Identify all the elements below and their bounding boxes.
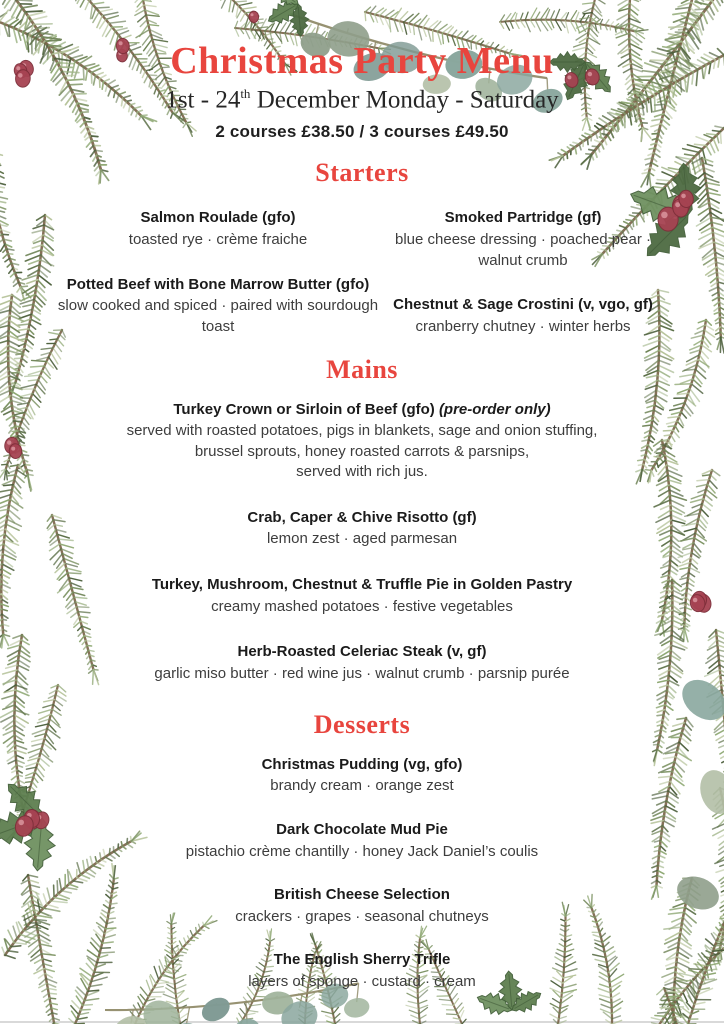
- item-description: blue cheese dressing · poached pear · walnut crumb: [395, 231, 651, 269]
- item-description: slow cooked and spiced · paired with sourdough toast: [57, 297, 379, 335]
- menu-item-salmon-roulade: [57, 208, 379, 250]
- item-description: [127, 421, 598, 482]
- item-name: [127, 400, 598, 420]
- section-heading-mains: Mains: [326, 355, 398, 385]
- item-name: British Cheese Selection: [274, 886, 450, 904]
- item-preorder-note: (pre-order only): [438, 400, 551, 418]
- item-name: Christmas Pudding (vg, gfo): [261, 755, 463, 773]
- description-line: brussel sprouts, honey roasted carrots & parsnips,: [194, 442, 530, 460]
- item-name: Herb-Roasted Celeriac Steak (v, gf): [237, 642, 487, 660]
- item-description: layers of sponge · custard · cream: [248, 973, 476, 991]
- page-title: Christmas Party Menu: [170, 40, 554, 82]
- menu-item-truffle-pie: [152, 575, 572, 617]
- menu-item-smoked-partridge: [379, 208, 667, 271]
- item-description: cranberry chutney · winter herbs: [415, 317, 631, 335]
- section-mains: [52, 354, 672, 684]
- pricing-line: 2 courses £38.50 / 3 courses £49.50: [215, 121, 509, 141]
- date-range-prefix: 1st - 24: [165, 85, 241, 113]
- item-name: Smoked Partridge (gf): [444, 209, 602, 227]
- mains-list: [52, 400, 672, 685]
- starters-grid: [52, 208, 672, 337]
- item-name: Crab, Caper & Chive Risotto (gf): [247, 508, 477, 526]
- date-range: [52, 86, 672, 114]
- section-starters: [52, 157, 672, 337]
- menu-item-sherry-trifle: [248, 950, 476, 992]
- item-description: toasted rye · crème fraiche: [128, 231, 308, 249]
- menu-item-mud-pie: [186, 820, 538, 862]
- section-desserts: [52, 709, 672, 992]
- menu-item-potted-beef: [57, 275, 379, 338]
- item-description: lemon zest · aged parmesan: [266, 530, 458, 548]
- description-line: served with rich jus.: [296, 463, 428, 481]
- item-description: crackers · grapes · seasonal chutneys: [235, 907, 489, 925]
- item-name: Dark Chocolate Mud Pie: [276, 820, 448, 838]
- date-range-superscript: th: [240, 85, 251, 101]
- starters-column-left: [57, 208, 379, 337]
- item-name: Turkey, Mushroom, Chestnut & Truffle Pie in Golden Pastry: [151, 575, 573, 593]
- menu-item-chestnut-crostini: [379, 295, 667, 337]
- description-line: served with roasted potatoes, pigs in blankets, sage and onion stuffing,: [126, 422, 598, 440]
- menu-item-crab-risotto: [247, 508, 476, 550]
- item-name-text: Turkey Crown or Sirloin of Beef (gfo): [173, 400, 435, 418]
- desserts-list: [52, 755, 672, 993]
- item-description: brandy cream · orange zest: [270, 777, 454, 795]
- section-heading-desserts: Desserts: [313, 710, 411, 740]
- item-description: creamy mashed potatoes · festive vegetables: [211, 597, 513, 615]
- starters-column-right: [379, 208, 667, 337]
- menu-item-cheese-selection: [235, 885, 488, 927]
- item-name: Salmon Roulade (gfo): [140, 209, 296, 227]
- menu-item-christmas-pudding: [262, 755, 463, 797]
- item-description: pistachio crème chantilly · honey Jack Daniel’s coulis: [185, 842, 539, 860]
- item-name: Potted Beef with Bone Marrow Butter (gfo): [66, 275, 370, 293]
- item-name: The English Sherry Trifle: [273, 951, 451, 969]
- section-heading-starters: Starters: [315, 157, 409, 187]
- item-name: Chestnut & Sage Crostini (v, vgo, gf): [393, 295, 653, 313]
- item-description: garlic miso butter · red wine jus · walnut crumb · parsnip purée: [154, 664, 570, 682]
- menu-item-celeriac-steak: [154, 642, 569, 684]
- menu-item-turkey-crown: [127, 400, 598, 483]
- date-range-suffix: December Monday - Saturday: [250, 85, 559, 113]
